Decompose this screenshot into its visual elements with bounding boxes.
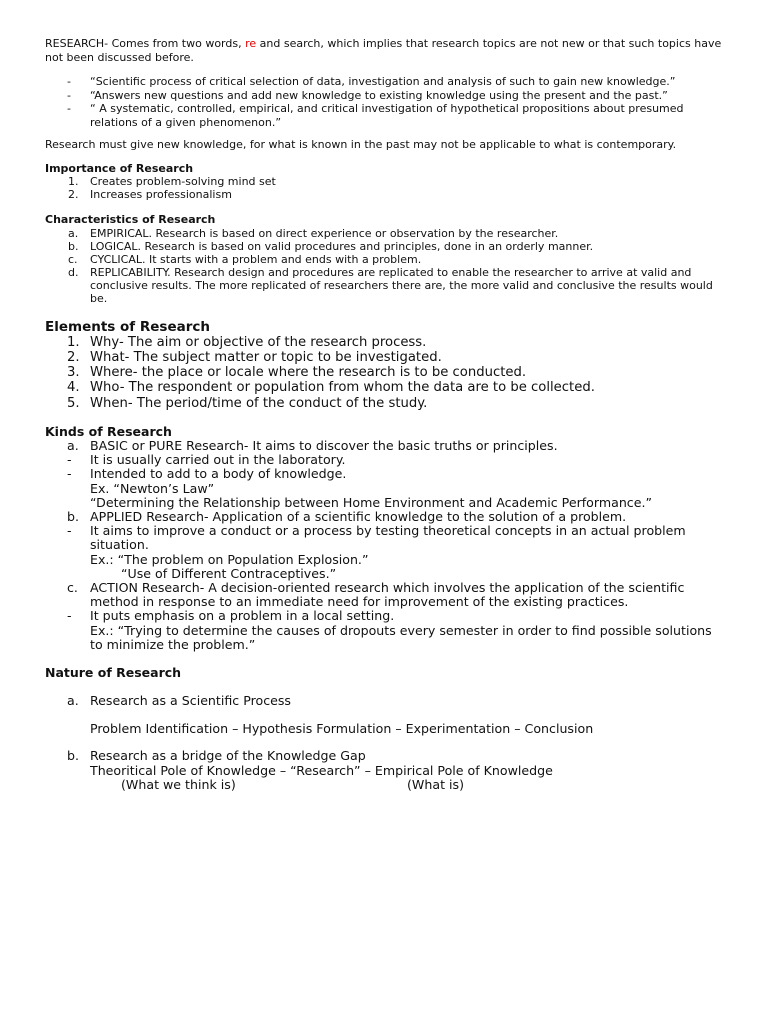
importance-list [45, 175, 725, 201]
note-text: It aims to improve a conduct or a process by testing theoretical concepts in an actual problem situation. [90, 523, 686, 553]
note-text: It puts emphasis on a problem in a local setting. [90, 608, 395, 624]
element-item [45, 380, 725, 395]
nature-flow-a: Problem Identification – Hypothesis Formulation – Experimentation – Conclusion [90, 720, 594, 736]
example-text: Ex.: “Trying to determine the causes of dropouts every semester in order to find possible solutions to minimize the problem.” [90, 622, 712, 652]
item-text: REPLICABILITY. Research design and procedures are replicated to enable the researcher to arrive at valid and conclusive results. The more replicated of researchers there are, the more valid and conclusive the results would be. [90, 265, 713, 305]
element-item [45, 335, 725, 350]
characteristic-item [45, 253, 725, 266]
intro-text-start: RESEARCH- Comes from two words, [45, 37, 246, 50]
definition-text: “ A systematic, controlled, empirical, and critical investigation of hypothetical propositions about presumed relations of a given phenomenon.” [90, 102, 684, 129]
element-item [45, 350, 725, 365]
definition-text: “Scientific process of critical selection of data, investigation and analysis of such to gain new knowledge.” [90, 75, 676, 88]
list-marker: d. [68, 265, 79, 279]
dash-marker: - [67, 466, 72, 482]
list-marker: 1. [67, 334, 80, 350]
kind-note [45, 467, 725, 510]
list-marker: 1. [68, 175, 79, 188]
characteristic-item [45, 266, 725, 305]
list-marker: b. [67, 748, 79, 764]
kinds-list [45, 439, 725, 652]
item-text: Increases professionalism [90, 188, 232, 201]
item-text: What- The subject matter or topic to be investigated. [90, 349, 442, 365]
example-text: “Determining the Relationship between Home Environment and Academic Performance.” [90, 494, 653, 510]
caption-right: (What is) [407, 777, 464, 793]
kind-note [45, 609, 725, 652]
importance-item [45, 175, 725, 188]
importance-item [45, 188, 725, 201]
caption-left: (What we think is) [121, 777, 236, 793]
dash-marker: - [67, 88, 71, 102]
list-marker: 3. [67, 365, 80, 381]
intro-paragraph [45, 37, 725, 64]
item-text: Research as a bridge of the Knowledge Gap [90, 748, 366, 764]
item-text: Creates problem-solving mind set [90, 175, 276, 188]
elements-heading: Elements of Research [45, 318, 210, 335]
dash-marker: - [67, 102, 71, 115]
list-marker: a. [68, 226, 79, 240]
item-text: Where- the place or locale where the research is to be conducted. [90, 365, 527, 381]
kind-note [45, 524, 725, 581]
dash-marker: - [67, 452, 72, 468]
list-marker: c. [67, 580, 78, 596]
dash-marker: - [67, 523, 72, 539]
list-marker: 4. [67, 380, 80, 396]
item-text: EMPIRICAL. Research is based on direct experience or observation by the researcher. [90, 226, 559, 240]
definition-item [45, 89, 725, 103]
item-text: BASIC or PURE Research- It aims to discover the basic truths or principles. [90, 437, 558, 453]
dash-marker: - [67, 75, 71, 88]
list-marker: 5. [67, 395, 80, 411]
item-text: When- The period/time of the conduct of the study. [90, 395, 428, 411]
list-marker: b. [68, 239, 79, 253]
kind-note [45, 453, 725, 467]
dash-marker: - [67, 608, 72, 624]
nature-heading: Nature of Research [45, 665, 182, 681]
kinds-heading: Kinds of Research [45, 423, 172, 439]
elements-list [45, 335, 725, 411]
definition-item [45, 102, 725, 129]
element-item [45, 396, 725, 411]
statement-paragraph: Research must give new knowledge, for what is known in the past may not be applicable to what is contemporary. [45, 138, 677, 151]
importance-heading: Importance of Research [45, 161, 194, 175]
list-marker: 2. [68, 188, 79, 201]
item-text: APPLIED Research- Application of a scientific knowledge to the solution of a problem. [90, 509, 627, 524]
definition-text: “Answers new questions and add new knowledge to existing knowledge using the present and the past.” [90, 88, 668, 102]
intro-highlight-word: re [245, 37, 257, 50]
item-text: Research as a Scientific Process [90, 693, 291, 709]
list-marker: b. [67, 509, 79, 524]
definition-item [45, 75, 725, 89]
characteristics-heading: Characteristics of Research [45, 213, 216, 226]
nature-captions [45, 778, 725, 793]
note-text: Intended to add to a body of knowledge. [90, 466, 347, 482]
item-text: CYCLICAL. It starts with a problem and ends with a problem. [90, 252, 422, 266]
characteristic-item [45, 240, 725, 253]
note-text: It is usually carried out in the laboratory. [90, 452, 346, 468]
list-marker: c. [68, 252, 78, 266]
item-text: Who- The respondent or population from whom the data are to be collected. [90, 380, 595, 396]
example-text: “Use of Different Contraceptives.” [121, 565, 337, 581]
characteristic-item [45, 227, 725, 240]
kind-item-applied [45, 510, 725, 524]
list-marker: a. [67, 437, 79, 453]
nature-item-b [45, 749, 725, 764]
definition-list [45, 75, 725, 129]
list-marker: a. [67, 693, 79, 709]
item-text: Why- The aim or objective of the research process. [90, 334, 427, 350]
characteristics-list [45, 227, 725, 305]
nature-item-a [45, 694, 725, 709]
nature-flow-b: Theoritical Pole of Knowledge – “Research” – Empirical Pole of Knowledge [90, 762, 553, 778]
kind-item-action [45, 581, 725, 609]
list-marker: 2. [67, 349, 80, 365]
intro-text-end: and search, which implies that research topics are not new or that such topics have not been discussed before. [45, 37, 722, 64]
item-text: ACTION Research- A decision-oriented research which involves the application of the scientific method in response to an immediate need for improvement of the existing practices. [90, 580, 685, 610]
item-text: LOGICAL. Research is based on valid procedures and principles, done in an orderly manner. [90, 239, 594, 253]
element-item [45, 365, 725, 380]
document-page [45, 37, 725, 793]
example-text: Ex.: “The problem on Population Explosion.” [90, 551, 369, 567]
kind-item-basic [45, 439, 725, 453]
example-text: Ex. “Newton’s Law” [90, 480, 215, 496]
